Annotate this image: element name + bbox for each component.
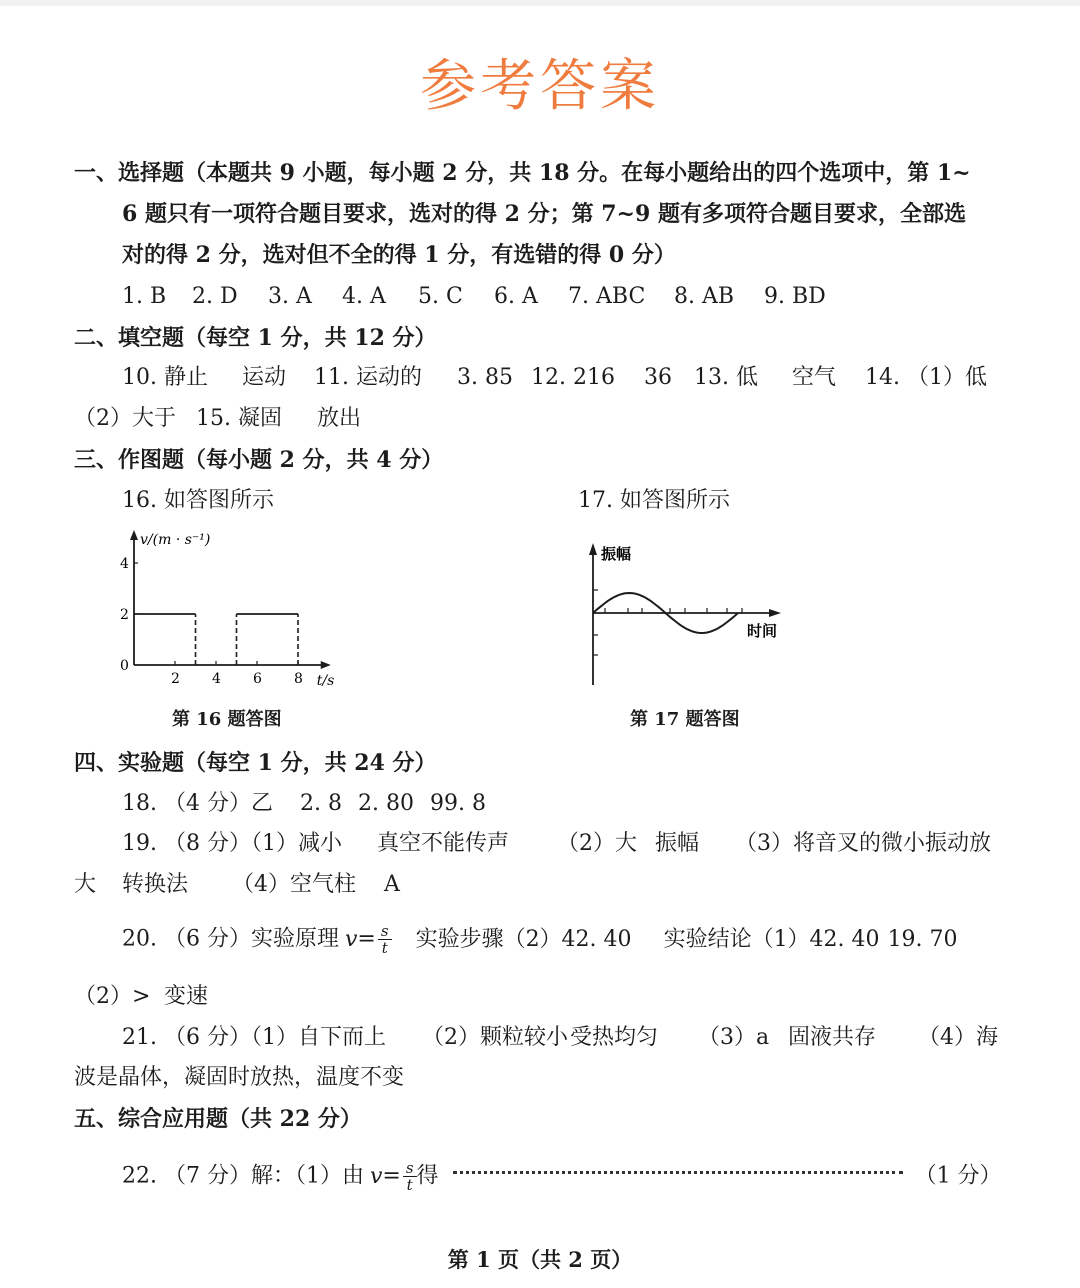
formula-eq: = bbox=[382, 1163, 401, 1189]
x-tick-label: 4 bbox=[212, 671, 221, 687]
answer-item: 3. 85 bbox=[457, 365, 513, 390]
y-axis-label: v/(m · s⁻¹) bbox=[140, 532, 211, 548]
answer-item: 3. A bbox=[268, 284, 312, 309]
caption-17: 第 17 题答图 bbox=[630, 709, 740, 730]
answer-item: 固液共存 bbox=[788, 1025, 877, 1050]
sec1-line3: 对的得 2 分，选对但不全的得 1 分，有选错的得 0 分） bbox=[122, 242, 676, 268]
top-edge bbox=[0, 0, 1080, 6]
q17-text: 17. 如答图所示 bbox=[578, 488, 730, 513]
q21-answers-line1 bbox=[122, 1023, 998, 1053]
q19-answers-line1 bbox=[122, 829, 991, 859]
answer-item: 大 bbox=[74, 872, 97, 897]
answer-item: 36 bbox=[644, 365, 672, 390]
answer-item: 7. ABC bbox=[568, 284, 646, 309]
answer-item: 真空不能传声 bbox=[377, 831, 510, 856]
sec3-heading: 三、作图题（每小题 2 分，共 4 分） bbox=[74, 447, 444, 473]
answer-item: 2. 80 bbox=[358, 791, 414, 816]
y-axis-label: 振幅 bbox=[601, 545, 632, 563]
x-axis-label: t/s bbox=[316, 673, 335, 689]
page-title: 参考答案 bbox=[420, 54, 660, 119]
answer-item: 20. （6 分）实验原理 bbox=[122, 926, 339, 952]
answer-item: 9. BD bbox=[764, 284, 826, 309]
answer-item: （2）大于 bbox=[74, 406, 176, 431]
answer-item: 11. 运动的 bbox=[314, 365, 422, 390]
answer-item: 2. D bbox=[192, 284, 238, 309]
q22-answer bbox=[122, 1160, 1002, 1193]
answer-item: 空气 bbox=[792, 365, 837, 390]
answer-item: 放出 bbox=[317, 406, 362, 431]
q19-answers-line2 bbox=[74, 870, 400, 900]
x-tick-label: 8 bbox=[294, 671, 303, 687]
answer-item: 18. （4 分）乙 bbox=[122, 791, 273, 816]
answer-item: 22. （7 分）解：（1）由 bbox=[122, 1163, 364, 1189]
formula-eq: = bbox=[357, 926, 376, 952]
answer-item: （2）> bbox=[74, 984, 151, 1009]
sec5-heading: 五、综合应用题（共 22 分） bbox=[74, 1106, 362, 1132]
dotted-leader bbox=[453, 1171, 903, 1174]
answer-item: 运动 bbox=[242, 365, 287, 390]
fraction-numerator: s bbox=[403, 1160, 417, 1177]
q16-text: 16. 如答图所示 bbox=[122, 488, 274, 513]
answer-item: 19. （8 分）（1）减小 bbox=[122, 831, 342, 856]
y-axis-arrow bbox=[130, 530, 138, 540]
answer-item: 5. C bbox=[418, 284, 463, 309]
q20-answers bbox=[122, 923, 958, 956]
fill-answers-line1 bbox=[122, 363, 987, 393]
q21-answers-line2: 波是晶体，凝固时放热，温度不变 bbox=[74, 1065, 405, 1090]
answer-item: 19. 70 bbox=[887, 926, 958, 952]
answer-item: 2. 8 bbox=[300, 791, 342, 816]
x-axis-label: 时间 bbox=[747, 622, 778, 640]
page-footer: 第 1 页（共 2 页） bbox=[447, 1247, 633, 1272]
y-axis-arrow bbox=[589, 543, 597, 555]
answer-item: 转换法 bbox=[122, 872, 189, 897]
formula-fraction bbox=[403, 1160, 417, 1193]
fraction-denominator: t bbox=[381, 939, 388, 957]
x-tick-label: 2 bbox=[171, 671, 180, 687]
answer-item: 12. 216 bbox=[531, 365, 615, 390]
q18-answers bbox=[122, 789, 486, 819]
amplitude-time-chart bbox=[575, 535, 795, 690]
answer-item: 实验结论（1）42. 40 bbox=[663, 926, 880, 952]
formula-fraction bbox=[378, 923, 392, 956]
answer-item: 8. AB bbox=[674, 284, 735, 309]
answer-item: 13. 低 bbox=[694, 365, 758, 390]
answer-item: （3）将音叉的微小振动放 bbox=[735, 831, 991, 856]
fraction-denominator: t bbox=[406, 1176, 413, 1194]
velocity-time-chart bbox=[100, 520, 360, 695]
x-axis-arrow bbox=[769, 609, 781, 617]
score-label: （1 分） bbox=[914, 1163, 1002, 1189]
x-tick-label: 6 bbox=[253, 671, 262, 687]
answer-item: （4）空气柱 bbox=[232, 872, 356, 897]
answer-item: 4. A bbox=[342, 284, 386, 309]
fill-answers-line2 bbox=[74, 404, 361, 434]
caption-16: 第 16 题答图 bbox=[172, 709, 282, 730]
answer-item: 1. B bbox=[122, 284, 167, 309]
sec2-heading: 二、填空题（每空 1 分，共 12 分） bbox=[74, 325, 437, 351]
sec1-line1: 一、选择题（本题共 9 小题，每小题 2 分，共 18 分。在每小题给出的四个选项中，第 1~ bbox=[74, 160, 971, 186]
answer-item: 10. 静止 bbox=[122, 365, 208, 390]
y-tick-label: 2 bbox=[120, 607, 129, 623]
choice-answers bbox=[122, 282, 826, 312]
answer-item: A bbox=[384, 872, 400, 897]
x-axis-arrow bbox=[321, 661, 331, 669]
formula-v: v bbox=[369, 1163, 383, 1189]
answer-item: 21. （6 分）（1）自下而上 bbox=[122, 1025, 386, 1050]
answer-item: （3）a bbox=[698, 1025, 770, 1050]
answer-item: （4）海 bbox=[918, 1025, 998, 1050]
origin-label: 0 bbox=[120, 658, 129, 674]
answer-item: 14. （1）低 bbox=[865, 365, 987, 390]
answer-item: 振幅 bbox=[655, 831, 700, 856]
q20-answers-line2 bbox=[74, 982, 208, 1012]
answer-item: （2）颗粒较小 bbox=[422, 1025, 568, 1050]
sec1-line2: 6 题只有一项符合题目要求，选对的得 2 分；第 7~9 题有多项符合题目要求，全部选 bbox=[122, 201, 966, 227]
answer-item: 受热均匀 bbox=[570, 1025, 659, 1050]
answer-item: 99. 8 bbox=[430, 791, 486, 816]
answer-item: 15. 凝固 bbox=[196, 406, 282, 431]
sec4-heading: 四、实验题（每空 1 分，共 24 分） bbox=[74, 750, 437, 776]
formula-v: v bbox=[344, 926, 358, 952]
fraction-numerator: s bbox=[378, 923, 392, 940]
formula-after: 得 bbox=[416, 1163, 439, 1189]
answer-item: （2）大 bbox=[557, 831, 637, 856]
answer-item: 变速 bbox=[164, 984, 209, 1009]
answer-item: 实验步骤（2）42. 40 bbox=[415, 926, 632, 952]
y-tick-label: 4 bbox=[120, 556, 129, 572]
answer-item: 6. A bbox=[494, 284, 538, 309]
